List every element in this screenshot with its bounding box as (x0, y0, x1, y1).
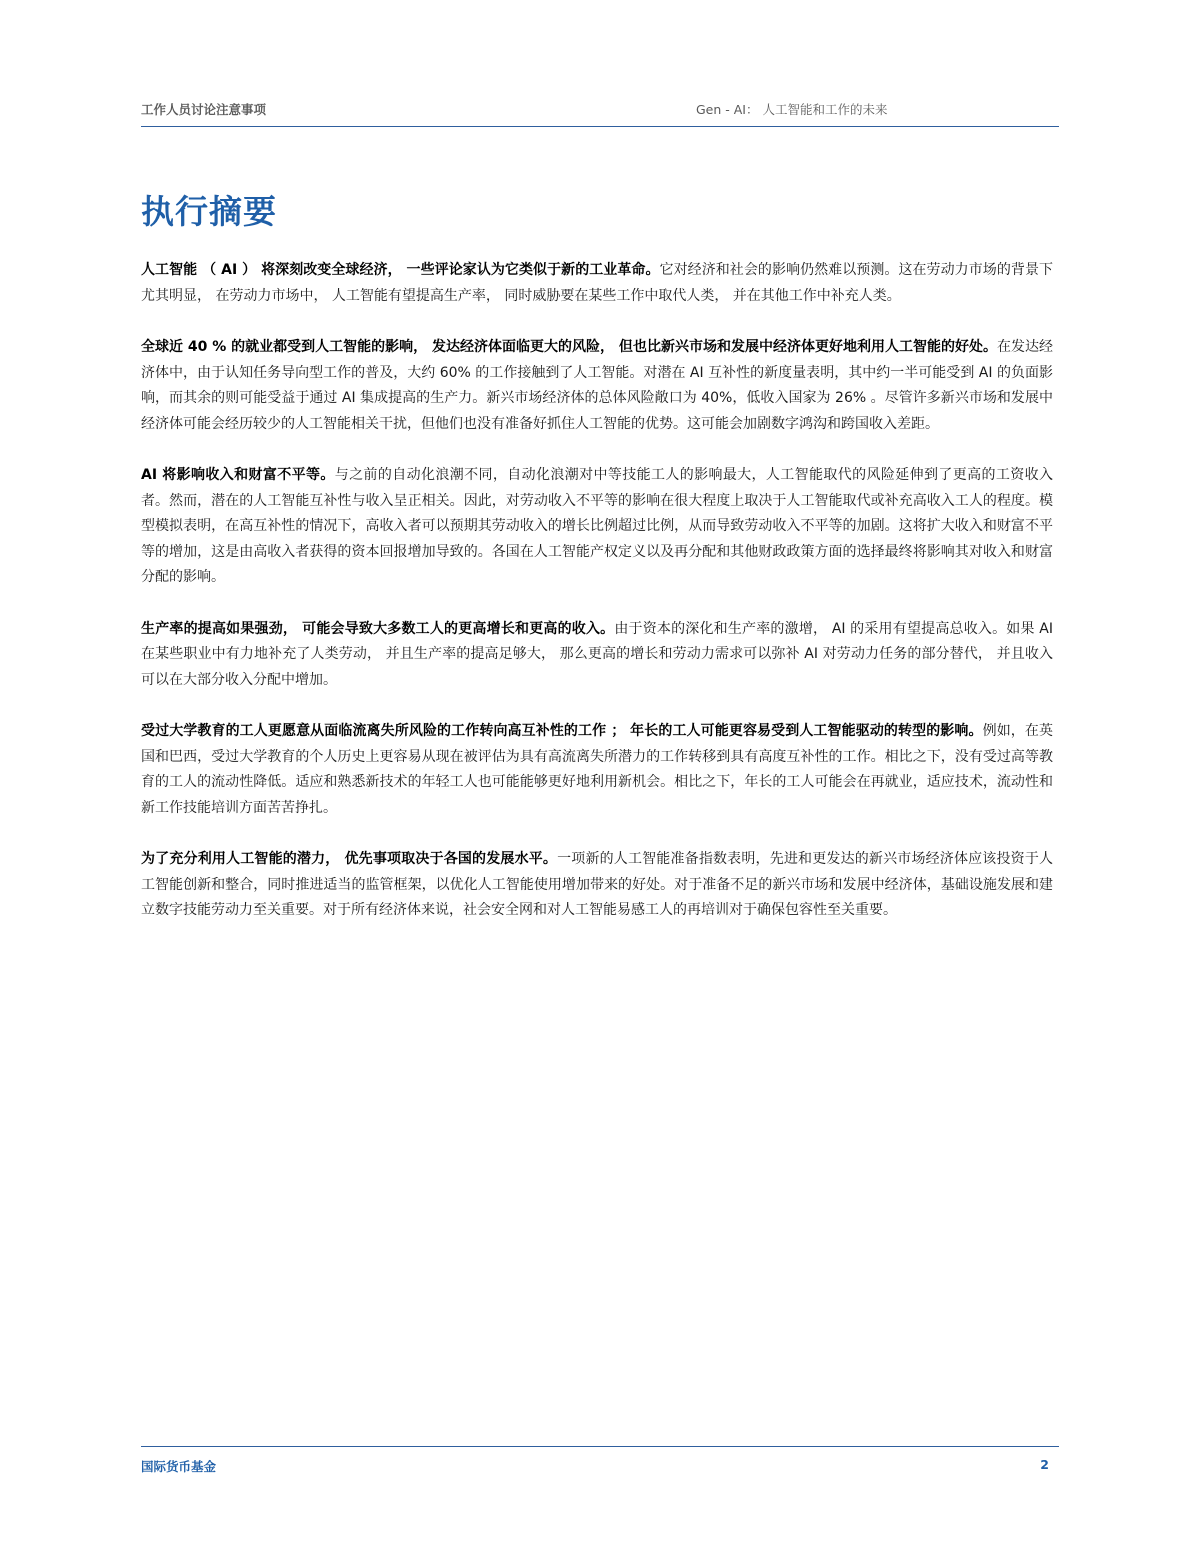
paragraph-3-lead: AI 将影响收入和财富不平等。 (141, 467, 335, 483)
paragraph-3-body: 与之前的自动化浪潮不同，自动化浪潮对中等技能工人的影响最大，人工智能取代的风险延伸到了更高的工资收入者。然而，潜在的人工智能互补性与收入呈正相关。因此，对劳动收入不平等的影响在很大程度上取决于人工智能取代或补充高收入工人的程度。模型模拟表明，在高互补性的情况下，高收入者可以预期其劳动收入的增长比例超过比例，从而导致劳动收入不平等的加剧。这将扩大收入和财富不平等的增加，这是由高收入者获得的资本回报增加导致的。各国在人工智能产权定义以及再分配和其他财政政策方面的选择最终将影响其对收入和财富分配的影响。 (141, 467, 1054, 585)
header-left-title: 工作人员讨论注意事项 (141, 102, 267, 117)
paragraph-1-body: 它对经济和社会的影响仍然难以预测。这在劳动力市场的背景下尤其明显， 在劳动力市场中， 人工智能有望提高生产率， 同时威胁要在某些工作中取代人类， 并在其他工作中补充人类。 (141, 262, 1053, 304)
executive-summary-body (141, 258, 1053, 950)
paragraph-4-lead: 生产率的提高如果强劲， 可能会导致大多数工人的更高增长和更高的收入。 (141, 620, 615, 637)
paragraph-4-body: 由于资本的深化和生产率的激增， AI 的采用有望提高总收入。如果 AI 在某些职业中有力地补充了人类劳动， 并且生产率的提高足够大， 那么更高的增长和劳动力需求可以弥补 AI 对劳动力任务的部分替代， 并且收入可以在大部分收入分配中增加。 (141, 620, 1053, 688)
paragraph-5-lead: 受过大学教育的工人更愿意从面临流离失所风险的工作转向高互补性的工作 ； 年长的工人可能更容易受到人工智能驱动的转型的影响。 (141, 723, 983, 739)
page-footer (141, 1446, 1059, 1477)
paragraph-5 (141, 719, 1053, 821)
footer-publisher: 国际货币基金 (141, 1459, 217, 1474)
paragraph-2 (141, 335, 1053, 437)
paragraph-1-lead: 人工智能 （ AI ） 将深刻改变全球经济， 一些评论家认为它类似于新的工业革命。 (141, 262, 660, 278)
page-header (141, 98, 1059, 127)
paragraph-6-body: 一项新的人工智能准备指数表明，先进和更发达的新兴市场经济体应该投资于人工智能创新和整合，同时推进适当的监管框架，以优化人工智能使用增加带来的好处。对于准备不足的新兴市场和发展中经济体，基础设施发展和建立数字技能劳动力至关重要。对于所有经济体来说，社会安全网和对人工智能易感工人的再培训对于确保包容性至关重要。 (141, 851, 1054, 918)
paragraph-2-body: 在发达经济体中，由于认知任务导向型工作的普及，大约 60% 的工作接触到了人工智能。对潜在 AI 互补性的新度量表明，其中约一半可能受到 AI 的负面影响，而其余的则可能受益于通过 AI 集成提高的生产力。新兴市场经济体的总体风险敞口为 40%，低收入国家为 26% 。尽管许多新兴市场和发展中经济体可能会经历较少的人工智能相关干扰，但他们也没有准备好抓住人工智能的优势。这可能会加剧数字鸿沟和跨国收入差距。 (141, 339, 1053, 432)
paragraph-1 (141, 258, 1053, 309)
paragraph-5-body: 例如，在英国和巴西，受过大学教育的个人历史上更容易从现在被评估为具有高流离失所潜力的工作转移到具有高度互补性的工作。相比之下，没有受过高等教育的工人的流动性降低。适应和熟悉新技术的年轻工人也可能能够更好地利用新机会。相比之下，年长的工人可能会在再就业，适应技术，流动性和新工作技能培训方面苦苦挣扎。 (141, 723, 1053, 816)
paragraph-4 (141, 617, 1053, 694)
paragraph-6-lead: 为了充分利用人工智能的潜力， 优先事项取决于各国的发展水平。 (141, 851, 558, 867)
page-number: 2 (1040, 1457, 1049, 1472)
paragraph-6 (141, 847, 1053, 924)
page-title: 执行摘要 (141, 192, 277, 231)
paragraph-3 (141, 463, 1053, 591)
header-right-title: Gen - AI： 人工智能和工作的未来 (696, 102, 888, 117)
paragraph-2-lead: 全球近 40 % 的就业都受到人工智能的影响， 发达经济体面临更大的风险， 但也比新兴市场和发展中经济体更好地利用人工智能的好处。 (141, 339, 997, 355)
